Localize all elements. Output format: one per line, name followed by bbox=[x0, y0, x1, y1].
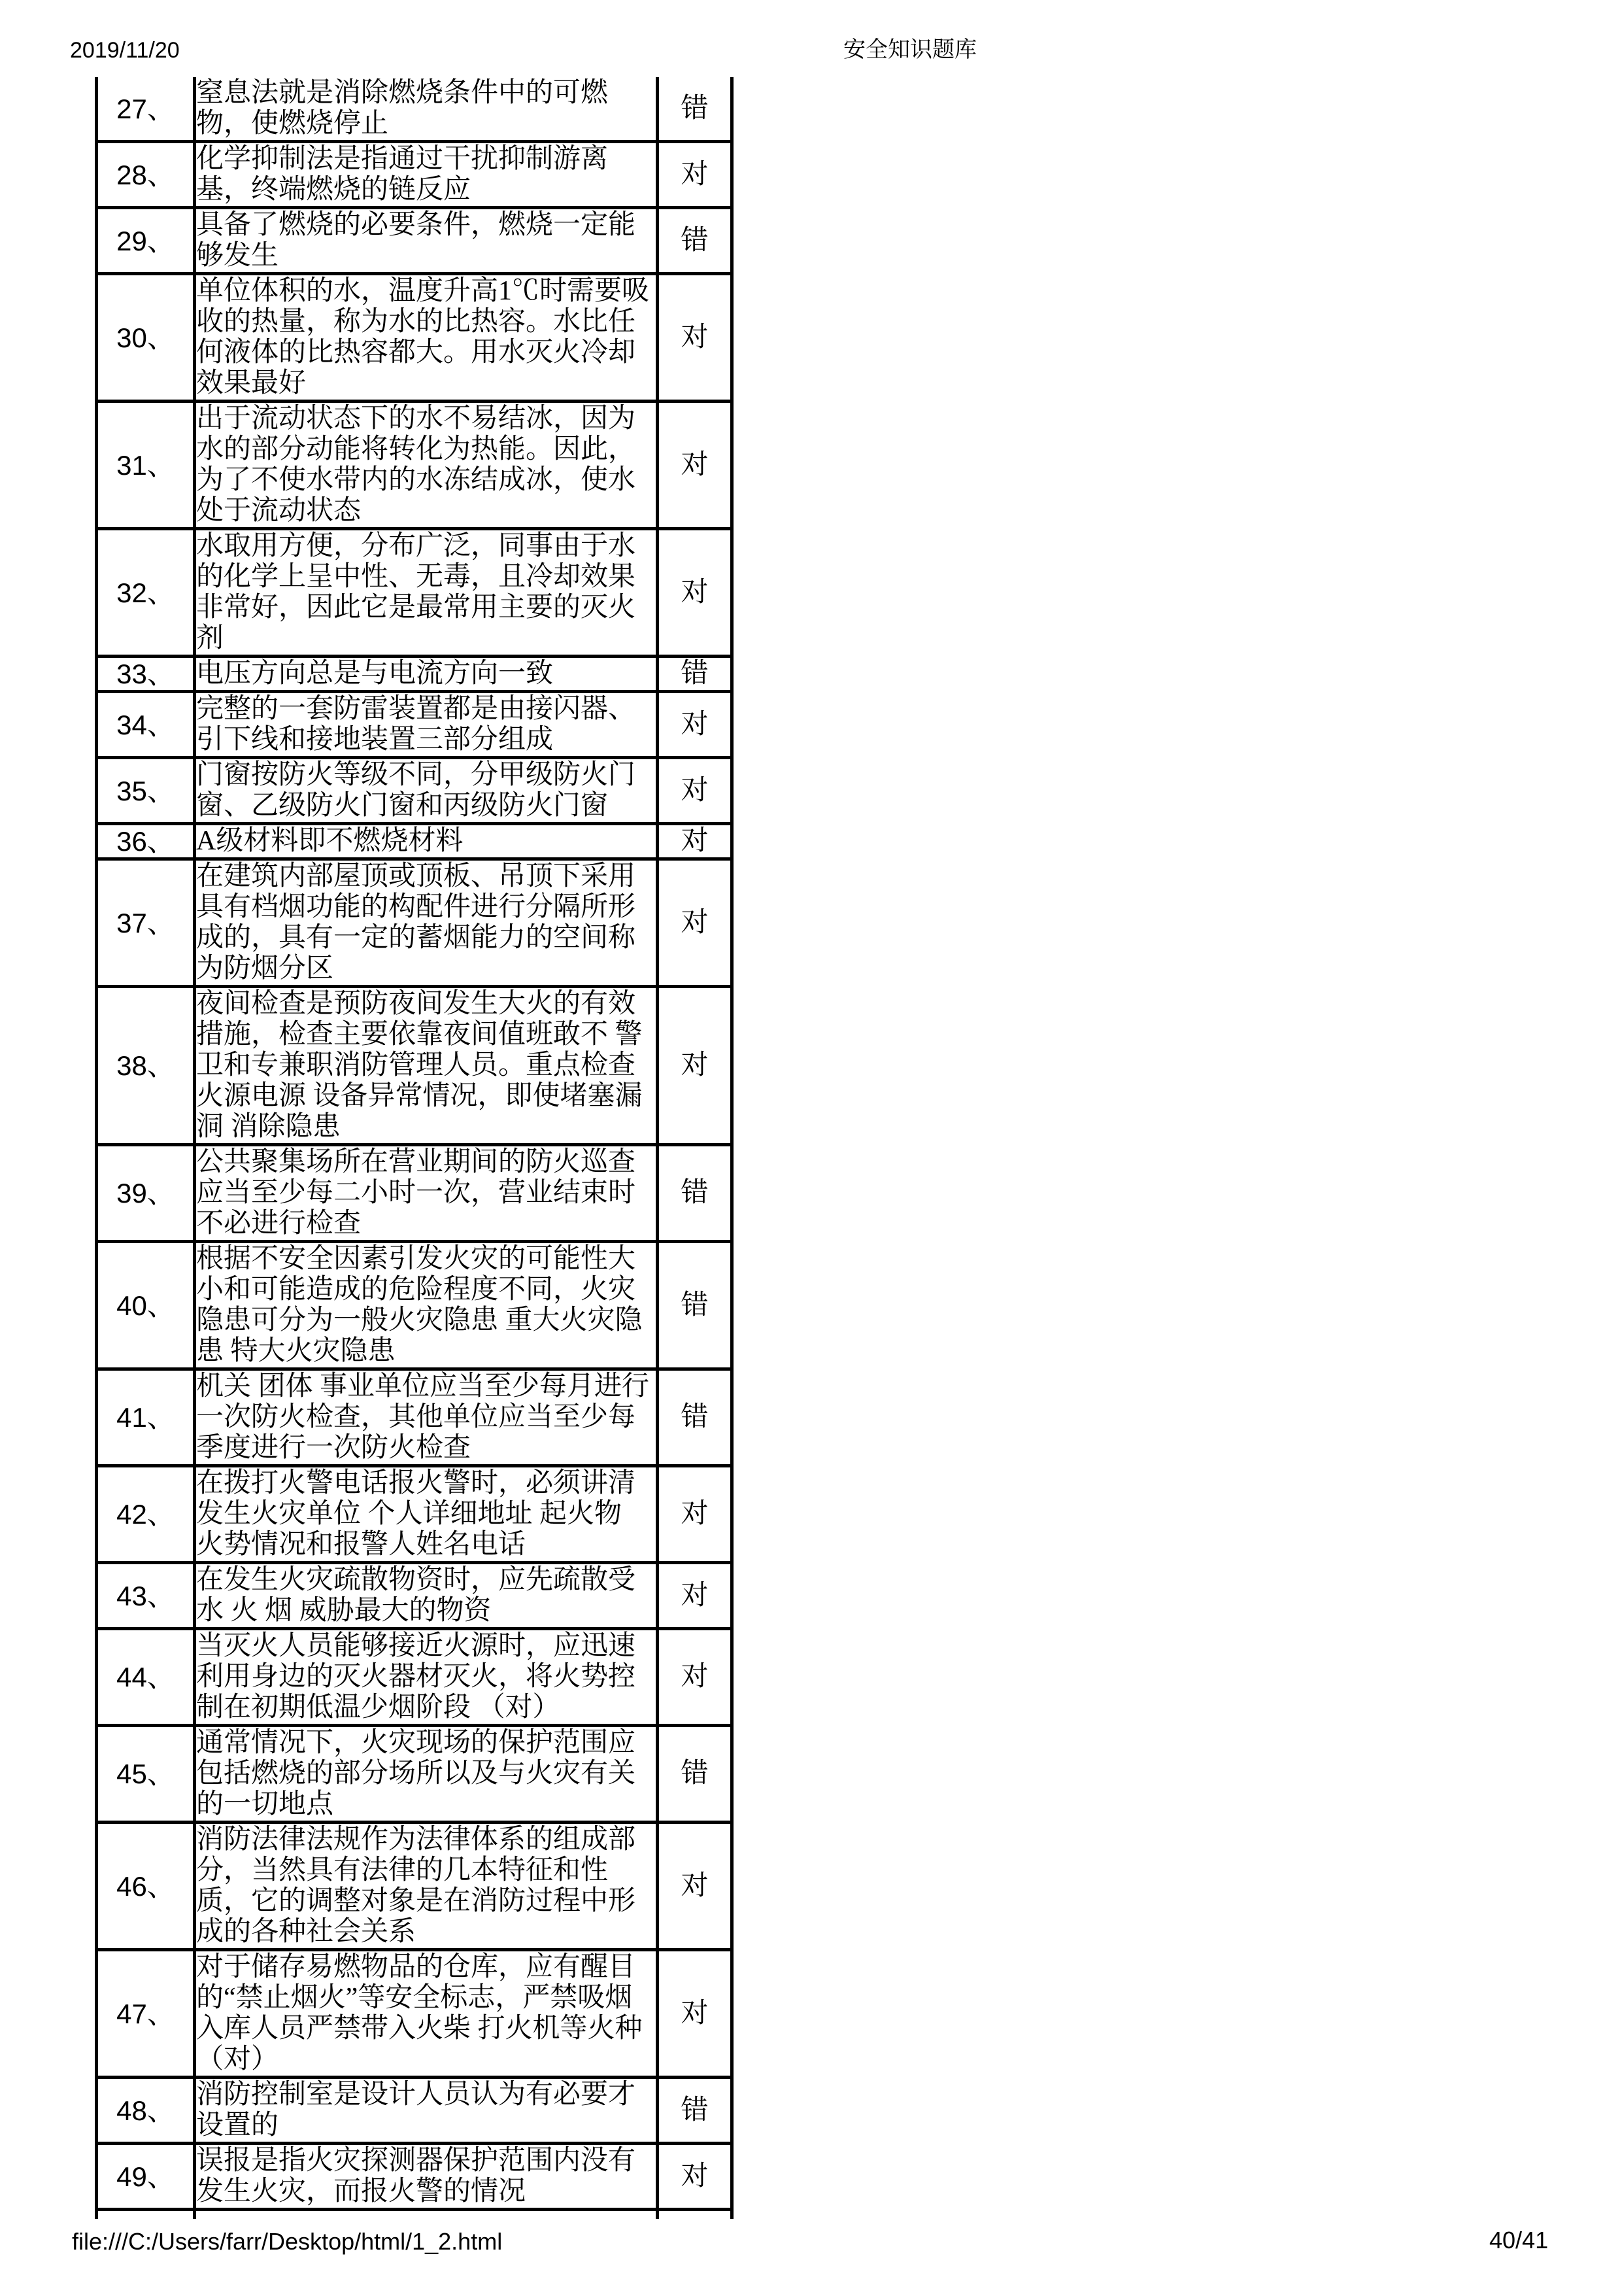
table-row bbox=[97, 402, 732, 529]
answer-cell: 对 bbox=[658, 2144, 732, 2210]
table-row bbox=[97, 758, 732, 824]
question-number-cell: 38、 bbox=[97, 987, 195, 1145]
question-text-cell: 消防法律法规作为法律体系的组成部分，当然具有法律的几本特征和性质，它的调整对象是在消防过程中形成的各种社会关系 bbox=[195, 1823, 658, 1950]
question-number-cell: 32、 bbox=[97, 529, 195, 657]
question-number-cell: 28、 bbox=[97, 142, 195, 208]
question-number-cell bbox=[97, 2210, 195, 2219]
question-text-cell: 完整的一套防雷装置都是由接闪器、引下线和接地装置三部分组成 bbox=[195, 692, 658, 758]
question-table-body bbox=[97, 77, 732, 2210]
answer-cell: 对 bbox=[658, 402, 732, 529]
question-text-cell: 具备了燃烧的必要条件，燃烧一定能够发生 bbox=[195, 208, 658, 274]
question-text-cell: 单位体积的水，温度升高1℃时需要吸收的热量，称为水的比热容。水比任何液体的比热容都大。用水灭火冷却效果最好 bbox=[195, 274, 658, 402]
question-number-cell: 36、 bbox=[97, 824, 195, 859]
answer-cell: 对 bbox=[658, 274, 732, 402]
table-row bbox=[97, 77, 732, 142]
answer-cell: 错 bbox=[658, 1726, 732, 1823]
question-number-cell: 34、 bbox=[97, 692, 195, 758]
question-number-cell: 39、 bbox=[97, 1145, 195, 1242]
question-number-cell: 30、 bbox=[97, 274, 195, 402]
answer-cell: 错 bbox=[658, 657, 732, 692]
table-row bbox=[97, 2078, 732, 2144]
table-row bbox=[97, 1466, 732, 1563]
table-row bbox=[97, 529, 732, 657]
answer-cell: 对 bbox=[658, 1629, 732, 1726]
question-text-cell: 机关 团体 事业单位应当至少每月进行一次防火检查，其他单位应当至少每季度进行一次防火检查 bbox=[195, 1369, 658, 1466]
answer-cell: 对 bbox=[658, 1823, 732, 1950]
answer-cell: 错 bbox=[658, 1242, 732, 1369]
question-number-cell: 42、 bbox=[97, 1466, 195, 1563]
question-text-cell: 窒息法就是消除燃烧条件中的可燃物，使燃烧停止 bbox=[195, 77, 658, 142]
question-text-cell: 在发生火灾疏散物资时，应先疏散受水 火 烟 威胁最大的物资 bbox=[195, 1563, 658, 1629]
print-footer-page-number: 40/41 bbox=[1489, 2227, 1549, 2253]
table-row bbox=[97, 2144, 732, 2210]
question-text-cell: 水取用方便，分布广泛，同事由于水的化学上呈中性、无毒，且冷却效果非常好，因此它是最常用主要的灭火剂 bbox=[195, 529, 658, 657]
question-text-cell: 化学抑制法是指通过干扰抑制游离基，终端燃烧的链反应 bbox=[195, 142, 658, 208]
question-number-cell: 31、 bbox=[97, 402, 195, 529]
answer-cell: 对 bbox=[658, 142, 732, 208]
question-number-cell: 45、 bbox=[97, 1726, 195, 1823]
table-row bbox=[97, 1950, 732, 2078]
answer-cell: 对 bbox=[658, 529, 732, 657]
question-text-cell: 消防控制室是设计人员认为有必要才设置的 bbox=[195, 2078, 658, 2144]
answer-cell bbox=[658, 2210, 732, 2219]
print-header-title: 安全知识题库 bbox=[843, 38, 977, 62]
answer-cell: 错 bbox=[658, 2078, 732, 2144]
answer-cell: 错 bbox=[658, 77, 732, 142]
answer-cell: 对 bbox=[658, 824, 732, 859]
table-row bbox=[97, 1145, 732, 1242]
question-text-cell: 在拨打火警电话报火警时，必须讲清发生火灾单位 个人详细地址 起火物 火势情况和报警人姓名电话 bbox=[195, 1466, 658, 1563]
answer-cell: 对 bbox=[658, 1950, 732, 2078]
print-header-date: 2019/11/20 bbox=[70, 38, 180, 63]
question-number-cell: 48、 bbox=[97, 2078, 195, 2144]
answer-cell: 对 bbox=[658, 987, 732, 1145]
print-footer-file-url: file:///C:/Users/farr/Desktop/html/1_2.html bbox=[72, 2228, 503, 2255]
answer-cell: 错 bbox=[658, 1369, 732, 1466]
question-table bbox=[95, 77, 734, 2219]
answer-cell: 对 bbox=[658, 859, 732, 987]
question-number-cell: 37、 bbox=[97, 859, 195, 987]
question-text-cell: 公共聚集场所在营业期间的防火巡查应当至少每二小时一次，营业结束时不必进行检查 bbox=[195, 1145, 658, 1242]
question-text-cell: 出于流动状态下的水不易结冰，因为水的部分动能将转化为热能。因此，为了不使水带内的水冻结成冰，使水处于流动状态 bbox=[195, 402, 658, 529]
table-row bbox=[97, 859, 732, 987]
table-row bbox=[97, 1369, 732, 1466]
question-number-cell: 41、 bbox=[97, 1369, 195, 1466]
question-number-cell: 33、 bbox=[97, 657, 195, 692]
table-row bbox=[97, 657, 732, 692]
question-number-cell: 35、 bbox=[97, 758, 195, 824]
answer-cell: 对 bbox=[658, 692, 732, 758]
table-row bbox=[97, 142, 732, 208]
question-text-cell: 对于储存易燃物品的仓库，应有醒目的“禁止烟火”等安全标志，严禁吸烟 入库人员严禁带入火柴 打火机等火种 （对） bbox=[195, 1950, 658, 2078]
question-text-cell: 误报是指火灾探测器保护范围内没有发生火灾，而报火警的情况 bbox=[195, 2144, 658, 2210]
answer-cell: 错 bbox=[658, 1145, 732, 1242]
answer-cell: 错 bbox=[658, 208, 732, 274]
question-text-cell: 根据不安全因素引发火灾的可能性大小和可能造成的危险程度不同，火灾隐患可分为一般火灾隐患 重大火灾隐患 特大火灾隐患 bbox=[195, 1242, 658, 1369]
table-row bbox=[97, 208, 732, 274]
question-text-cell: 电压方向总是与电流方向一致 bbox=[195, 657, 658, 692]
table-row bbox=[97, 1629, 732, 1726]
answer-cell: 对 bbox=[658, 1466, 732, 1563]
question-number-cell: 46、 bbox=[97, 1823, 195, 1950]
answer-cell: 对 bbox=[658, 1563, 732, 1629]
question-text-cell bbox=[195, 2210, 658, 2219]
question-text-cell: 夜间检查是预防夜间发生大火的有效措施，检查主要依靠夜间值班敢不 警卫和专兼职消防管理人员。重点检查火源电源 设备异常情况，即使堵塞漏洞 消除隐患 bbox=[195, 987, 658, 1145]
table-row bbox=[97, 1563, 732, 1629]
table-row bbox=[97, 692, 732, 758]
table-row bbox=[97, 274, 732, 402]
answer-cell: 对 bbox=[658, 758, 732, 824]
question-table-region bbox=[95, 77, 734, 2219]
table-row bbox=[97, 1823, 732, 1950]
question-number-cell: 27、 bbox=[97, 77, 195, 142]
question-number-cell: 49、 bbox=[97, 2144, 195, 2210]
question-number-cell: 44、 bbox=[97, 1629, 195, 1726]
question-number-cell: 40、 bbox=[97, 1242, 195, 1369]
question-number-cell: 29、 bbox=[97, 208, 195, 274]
table-row bbox=[97, 1242, 732, 1369]
table-row-clipped-by-page-break bbox=[97, 2210, 732, 2219]
question-text-cell: 通常情况下，火灾现场的保护范围应包括燃烧的部分场所以及与火灾有关的一切地点 bbox=[195, 1726, 658, 1823]
table-row bbox=[97, 1726, 732, 1823]
question-text-cell: A级材料即不燃烧材料 bbox=[195, 824, 658, 859]
table-row bbox=[97, 824, 732, 859]
question-text-cell: 当灭火人员能够接近火源时，应迅速利用身边的灭火器材灭火，将火势控制在初期低温少烟阶段 （对） bbox=[195, 1629, 658, 1726]
question-text-cell: 在建筑内部屋顶或顶板、吊顶下采用具有档烟功能的构配件进行分隔所形成的，具有一定的蓄烟能力的空间称为防烟分区 bbox=[195, 859, 658, 987]
question-number-cell: 43、 bbox=[97, 1563, 195, 1629]
question-text-cell: 门窗按防火等级不同，分甲级防火门窗、乙级防火门窗和丙级防火门窗 bbox=[195, 758, 658, 824]
question-number-cell: 47、 bbox=[97, 1950, 195, 2078]
table-row bbox=[97, 987, 732, 1145]
